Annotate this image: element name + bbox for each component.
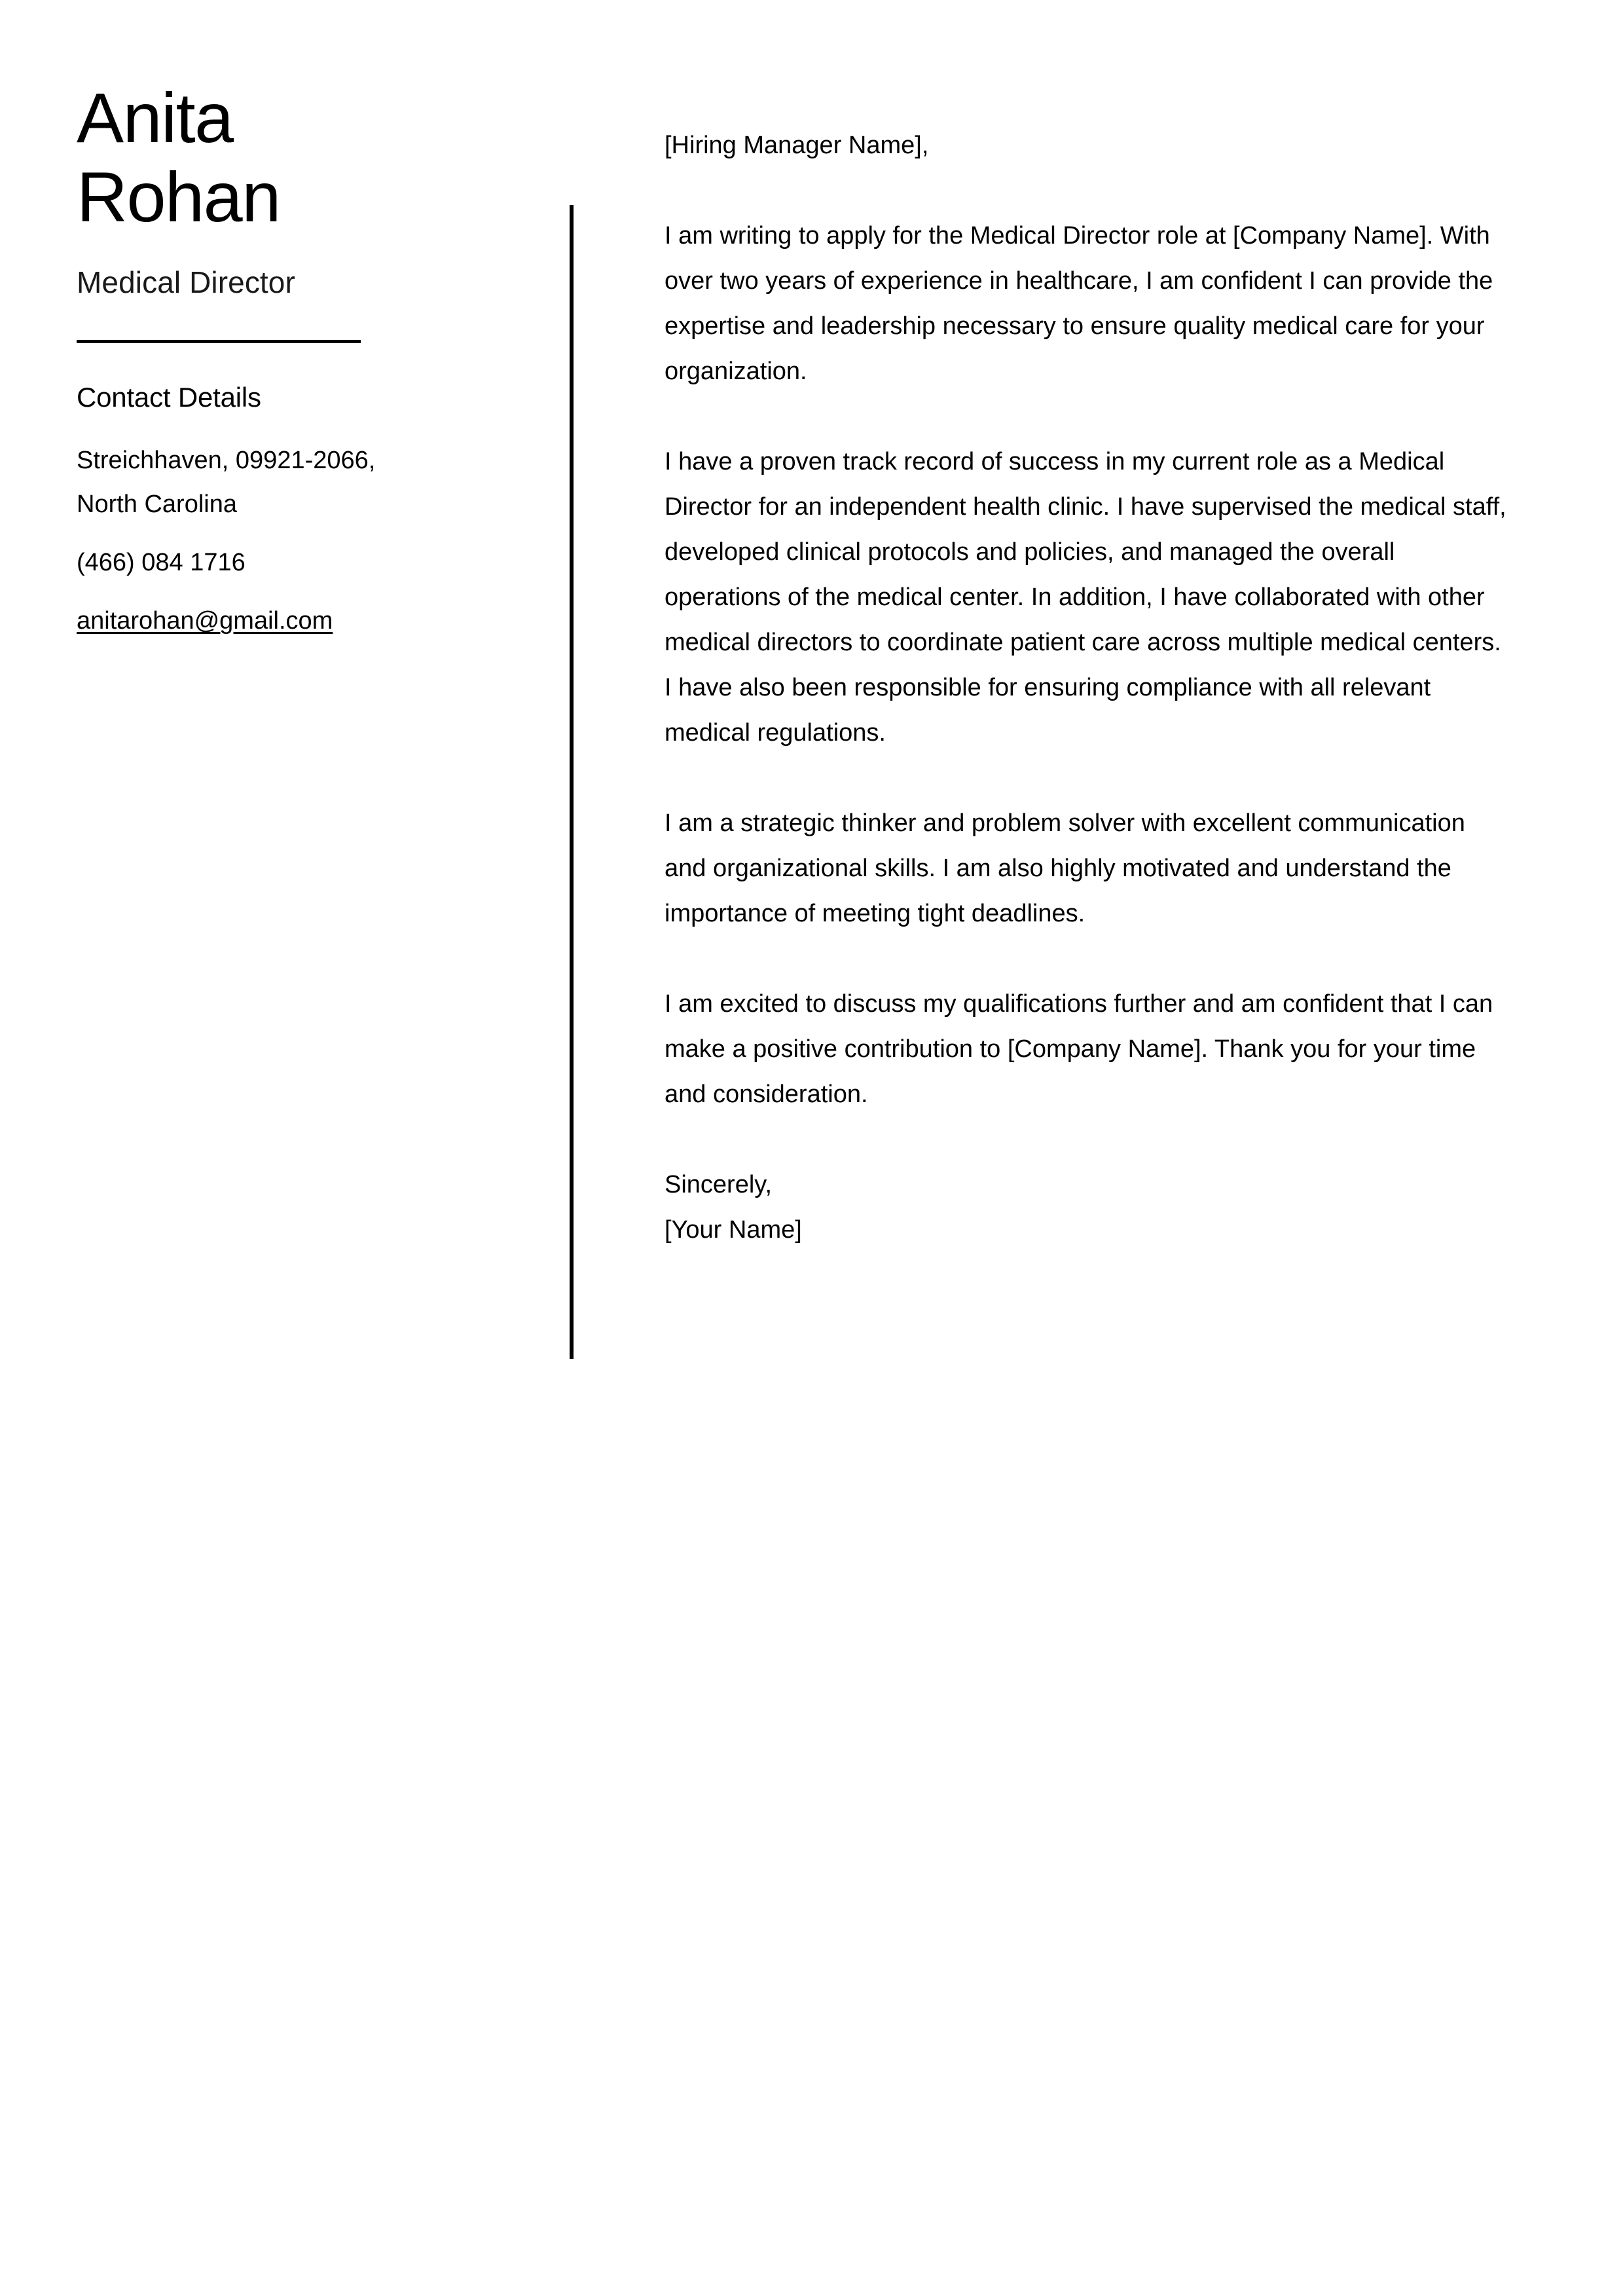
letter-salutation: [Hiring Manager Name], bbox=[665, 132, 929, 159]
letter-paragraph-1: I am writing to apply for the Medical Director role at [Company Name]. With over two years of experience in healthcare, I am confident I can provide the expertise and leadership necessary to ensure quality medical care for your organization. bbox=[665, 222, 1493, 385]
letter-paragraph-2: I have a proven track record of success in my current role as a Medical Director for an independent health clinic. I have supervised the medical staff, developed clinical protocols and policies, and managed the overall operations of the medical center. In addition, I have collaborated with other medical directors to coordinate patient care across multiple medical centers. I have also been responsible for ensuring compliance with all relevant medical regulations. bbox=[665, 448, 1506, 747]
letter-body bbox=[665, 123, 1509, 1253]
contact-details-heading: Contact Details bbox=[77, 382, 261, 413]
letter-paragraph-4: I am excited to discuss my qualifications further and am confident that I can make a positive contribution to [Company Name]. Thank you for your time and consideration. bbox=[665, 990, 1493, 1108]
contact-phone: (466) 084 1716 bbox=[77, 549, 246, 577]
letter-signature-block bbox=[665, 1162, 1509, 1253]
contact-email-item bbox=[77, 599, 384, 643]
candidate-last-name: Rohan bbox=[77, 157, 280, 236]
sidebar-divider-rule bbox=[77, 340, 361, 343]
candidate-name bbox=[77, 79, 496, 237]
contact-details-list bbox=[77, 439, 496, 643]
candidate-job-title: Medical Director bbox=[77, 265, 295, 299]
contact-address: Streichhaven, 09921-2066, North Carolina bbox=[77, 447, 376, 519]
vertical-divider bbox=[570, 205, 574, 1359]
sidebar bbox=[77, 79, 496, 643]
contact-email-link[interactable]: anitarohan@gmail.com bbox=[77, 607, 333, 635]
candidate-first-name: Anita bbox=[77, 78, 233, 157]
letter-signature-name: [Your Name] bbox=[665, 1216, 802, 1244]
letter-closing: Sincerely, bbox=[665, 1171, 773, 1198]
letter-paragraph-3: I am a strategic thinker and problem solver with excellent communication and organizational skills. I am also highly motivated and understand the importance of meeting tight deadlines. bbox=[665, 809, 1465, 927]
